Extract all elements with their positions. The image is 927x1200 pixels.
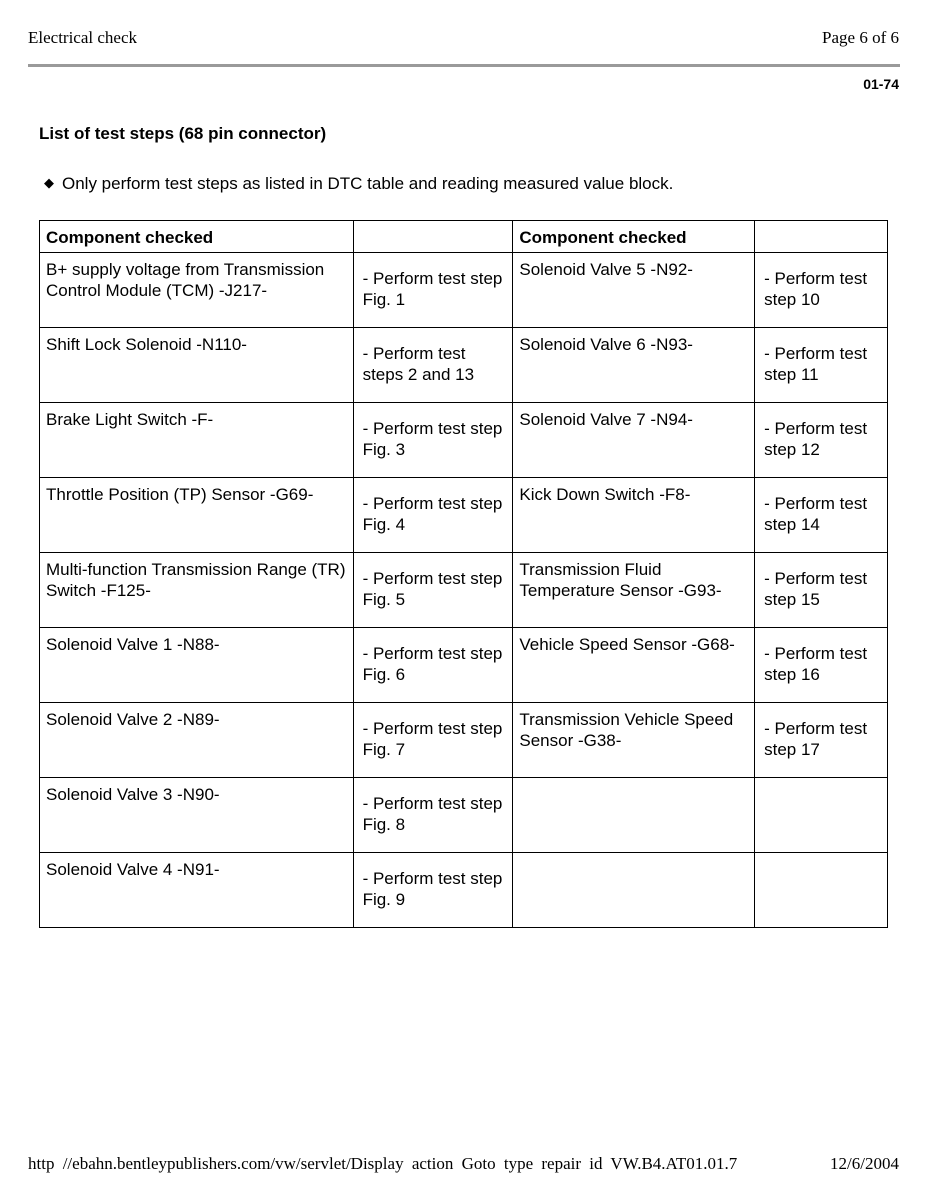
column-header-component-right: Component checked: [513, 221, 755, 253]
test-step-cell: - Perform test step Fig. 7: [353, 703, 513, 778]
test-step-cell: - Perform test step 12: [755, 403, 888, 478]
test-step-cell: - Perform test step Fig. 8: [353, 778, 513, 853]
column-header-component-left: Component checked: [40, 221, 354, 253]
component-cell: Solenoid Valve 6 -N93-: [513, 328, 755, 403]
component-cell: Multi-function Transmission Range (TR) Switch -F125-: [40, 553, 354, 628]
test-step-cell: [755, 853, 888, 928]
table-row: [40, 778, 888, 853]
diamond-bullet-icon: ◆: [44, 175, 54, 190]
component-cell: Brake Light Switch -F-: [40, 403, 354, 478]
table-row: [40, 328, 888, 403]
component-cell: Shift Lock Solenoid -N110-: [40, 328, 354, 403]
table-row: [40, 253, 888, 328]
header-divider: [28, 64, 900, 67]
section-title: List of test steps (68 pin connector): [39, 124, 327, 143]
test-step-cell: - Perform test step Fig. 9: [353, 853, 513, 928]
test-steps-table: [39, 220, 888, 928]
component-cell: Solenoid Valve 1 -N88-: [40, 628, 354, 703]
test-step-cell: - Perform test step Fig. 6: [353, 628, 513, 703]
column-header-step-left: [353, 221, 513, 253]
component-cell: Vehicle Speed Sensor -G68-: [513, 628, 755, 703]
table-row: [40, 853, 888, 928]
test-step-cell: - Perform test step Fig. 4: [353, 478, 513, 553]
component-cell: [513, 853, 755, 928]
instruction-bullet: [44, 174, 673, 194]
table-row: [40, 703, 888, 778]
table-row: [40, 403, 888, 478]
component-cell: [513, 778, 755, 853]
source-url: http //ebahn.bentleypublishers.com/vw/servlet/Display action Goto type repair id VW.B4.AT01.01.7: [28, 1154, 738, 1173]
column-header-step-right: [755, 221, 888, 253]
page-number: Page 6 of 6: [822, 28, 899, 47]
component-cell: Solenoid Valve 7 -N94-: [513, 403, 755, 478]
component-cell: Transmission Vehicle Speed Sensor -G38-: [513, 703, 755, 778]
component-cell: Transmission Fluid Temperature Sensor -G93-: [513, 553, 755, 628]
document-code: 01-74: [863, 76, 899, 92]
component-cell: Solenoid Valve 4 -N91-: [40, 853, 354, 928]
test-step-cell: - Perform test step 17: [755, 703, 888, 778]
test-step-cell: - Perform test step Fig. 3: [353, 403, 513, 478]
component-cell: Kick Down Switch -F8-: [513, 478, 755, 553]
table-header-row: [40, 221, 888, 253]
test-step-cell: [755, 778, 888, 853]
component-cell: Solenoid Valve 3 -N90-: [40, 778, 354, 853]
test-step-cell: - Perform test step Fig. 5: [353, 553, 513, 628]
table-row: [40, 553, 888, 628]
document-title: Electrical check: [28, 28, 138, 47]
table-row: [40, 478, 888, 553]
test-step-cell: - Perform test step 11: [755, 328, 888, 403]
component-cell: B+ supply voltage from Transmission Control Module (TCM) -J217-: [40, 253, 354, 328]
instruction-text: Only perform test steps as listed in DTC table and reading measured value block.: [62, 174, 674, 193]
table-row: [40, 628, 888, 703]
test-step-cell: - Perform test step 14: [755, 478, 888, 553]
test-step-cell: - Perform test step 15: [755, 553, 888, 628]
test-step-cell: - Perform test step 10: [755, 253, 888, 328]
component-cell: Throttle Position (TP) Sensor -G69-: [40, 478, 354, 553]
component-cell: Solenoid Valve 5 -N92-: [513, 253, 755, 328]
test-step-cell: - Perform test steps 2 and 13: [353, 328, 513, 403]
print-date: 12/6/2004: [830, 1154, 899, 1173]
component-cell: Solenoid Valve 2 -N89-: [40, 703, 354, 778]
test-step-cell: - Perform test step Fig. 1: [353, 253, 513, 328]
test-step-cell: - Perform test step 16: [755, 628, 888, 703]
